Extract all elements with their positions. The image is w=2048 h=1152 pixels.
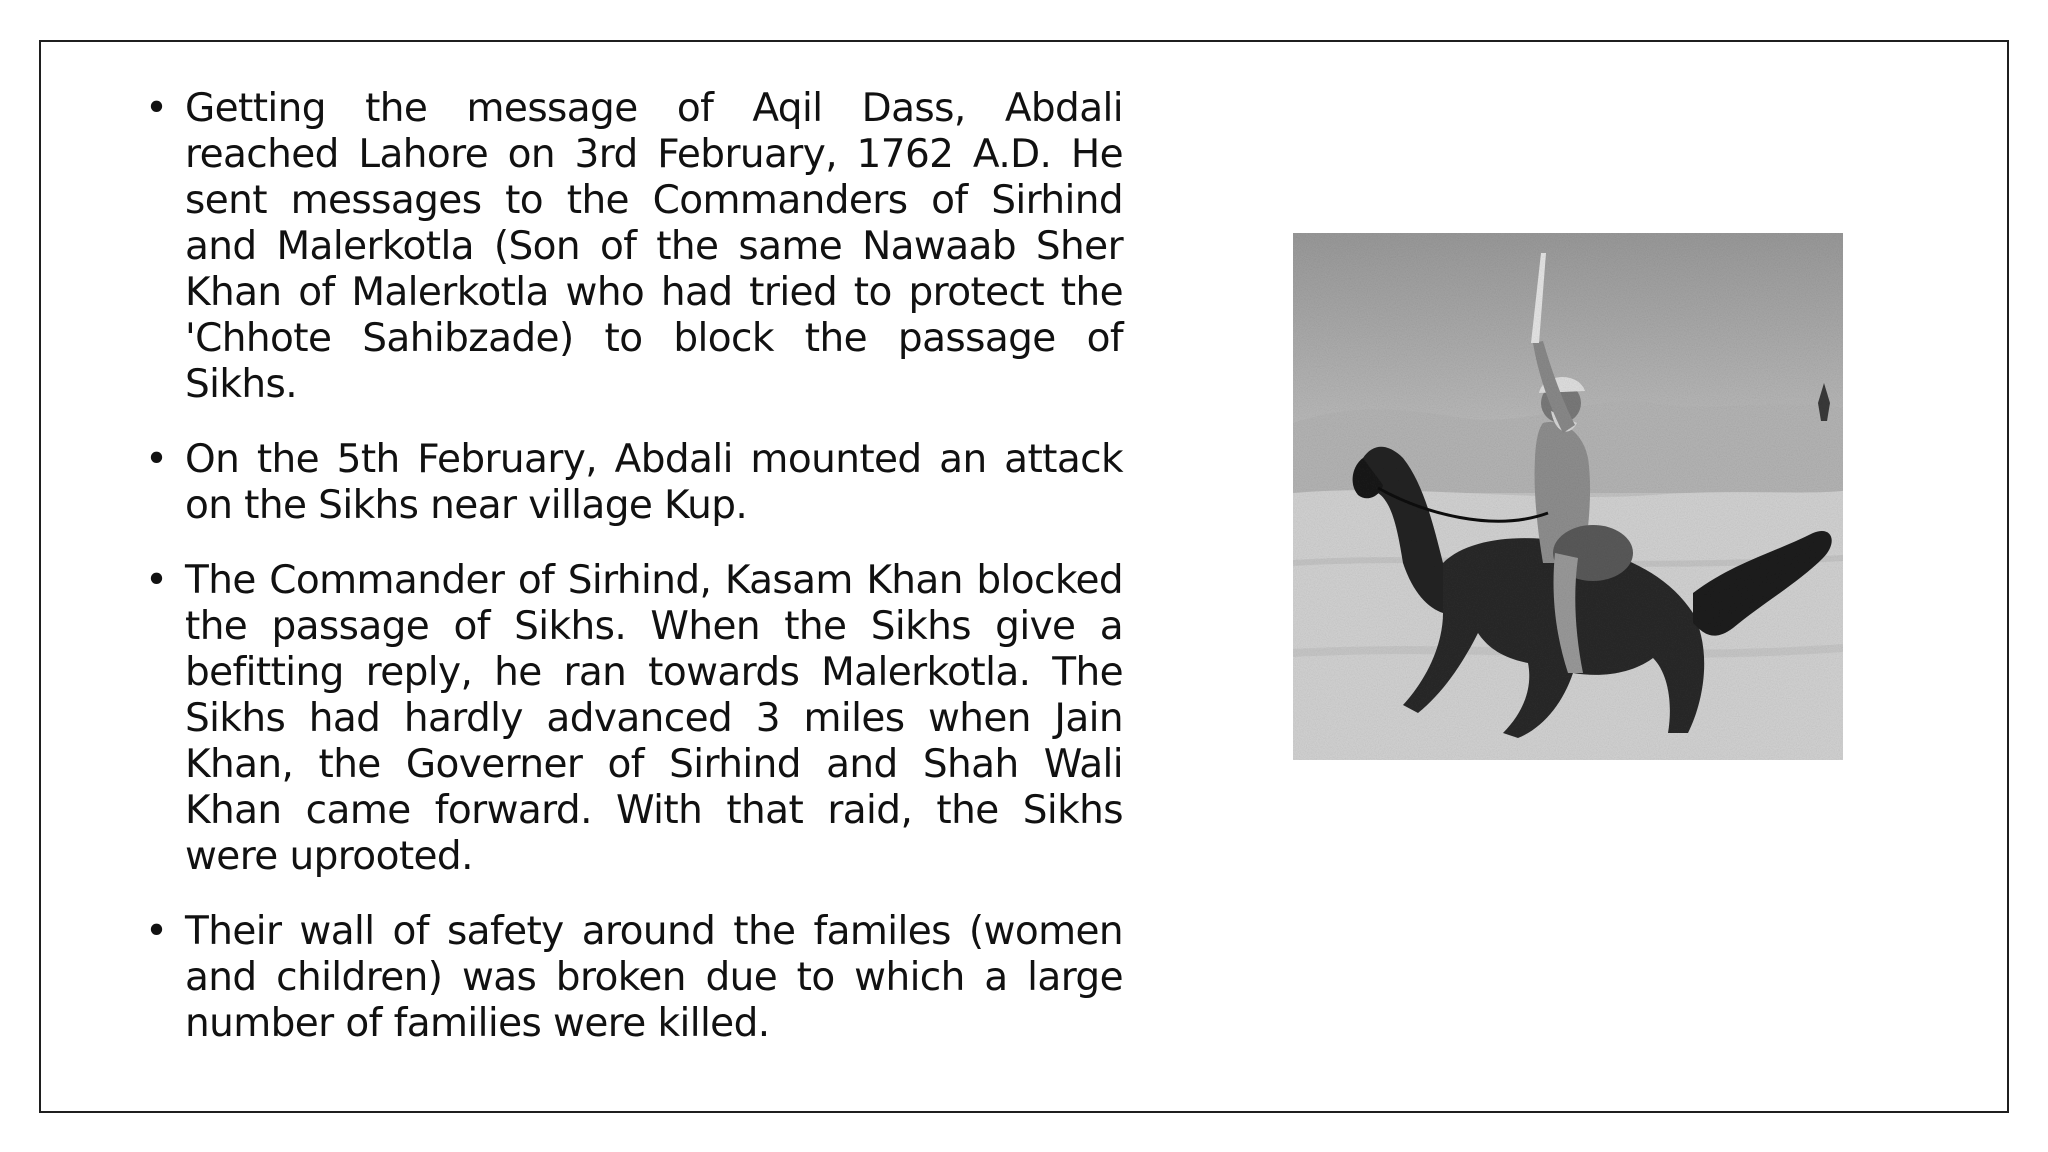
bullet-item-1 — [145, 86, 1123, 408]
bullet-text: On the 5th February, Abdali mounted an attack on the Sikhs near village Kup. — [185, 437, 1123, 528]
bullet-marker: • — [145, 909, 168, 954]
bullet-marker: • — [145, 86, 168, 131]
bullet-text: Getting the message of Aqil Dass, Abdali reached Lahore on 3rd February, 1762 A.D. He sent messages to the Commanders of Sirhind and Malerkotla (Son of the same Nawaab Sher Khan of Malerkotla who had tried to protect the 'Chhote Sahibzade) to block the passage of Sikhs. — [185, 86, 1123, 407]
bullet-marker: • — [145, 437, 168, 482]
bullet-list — [145, 86, 1123, 1076]
bullet-marker: • — [145, 558, 168, 603]
bullet-text: Their wall of safety around the familes (women and children) was broken due to which a large number of families were killed. — [185, 909, 1123, 1046]
bullet-item-4 — [145, 909, 1123, 1047]
horseman-illustration-icon — [1293, 233, 1843, 760]
horseman-illustration-image — [1293, 233, 1843, 760]
bullet-item-3 — [145, 558, 1123, 880]
bullet-text: The Commander of Sirhind, Kasam Khan blocked the passage of Sikhs. When the Sikhs give a befitting reply, he ran towards Malerkotla. The Sikhs had hardly advanced 3 miles when Jain Khan, the Governer of Sirhind and Shah Wali Khan came forward. With that raid, the Sikhs were uprooted. — [185, 558, 1123, 879]
bullet-item-2 — [145, 437, 1123, 529]
